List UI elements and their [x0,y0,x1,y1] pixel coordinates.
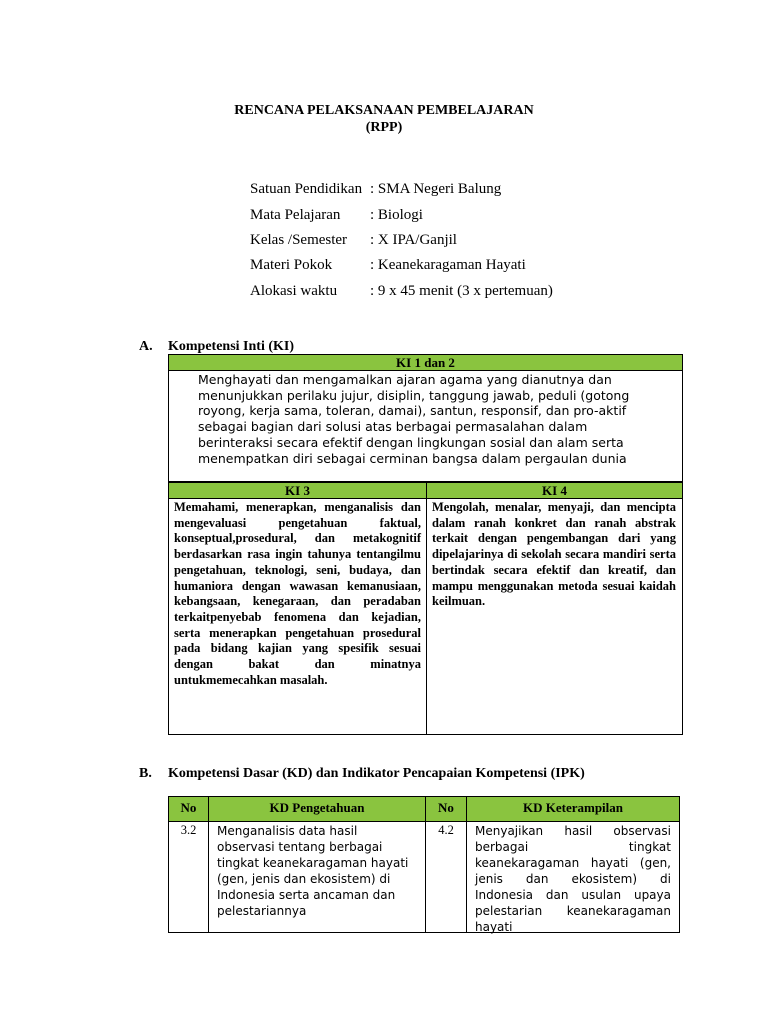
identity-value: : Keanekaragaman Hayati [370,257,526,273]
ki12-text: Menghayati dan mengamalkan ajaran agama yang dianutnya dan menunjukkan perilaku jujur, disiplin, tanggung jawab, peduli (gotong royong, kerja sama, toleran, damai), santun, responsif, dan pro-aktif sebagai bagian dari solusi atas berbagai permasalahan dalam berinteraksi secara efektif dengan lingkungan sosial dan alam serta menempatkan diri sebagai cerminan bangsa dalam pergaulan dunia [198,372,630,466]
ki4-text: Mengolah, menalar, menyaji, dan mencipta dalam ranah konkret dan ranah abstrak terkait dengan pengembangan dari yang dipelajarinya di sekolah secara mandiri serta bertindak secara efektif dan kreatif, dan mampu menggunakan metoda sesuai kaidah keilmuan. [432,500,676,609]
ki12-cell [168,370,683,482]
kd-keterampilan-cell [466,821,680,933]
identity-value: : 9 x 45 menit (3 x pertemuan) [370,283,553,299]
document-subtitle: (RPP) [365,120,403,135]
identity-label: Satuan Pendidikan [250,181,363,197]
section-b-title: Kompetensi Dasar (KD) dan Indikator Pencapaian Kompetensi (IPK) [168,766,585,781]
kd-header-no: No [425,796,467,822]
kd-header-no: No [168,796,209,822]
identity-value: : Biologi [370,207,423,223]
ki3-cell [168,498,427,735]
identity-value: : X IPA/Ganjil [370,232,457,248]
ki4-cell [426,498,683,735]
kd-pengetahuan-body: Menganalisis data hasil observasi tentang berbagai tingkat keanekaragaman hayati (gen, jenis dan ekosistem) di Indonesia serta ancaman dan pelestariannya [217,824,409,918]
identity-label: Kelas /Semester [250,232,348,248]
section-a-title: Kompetensi Inti (KI) [168,339,294,354]
kd-row-no [168,821,209,933]
document-title: RENCANA PELAKSANAAN PEMBELAJARAN [234,103,534,118]
ki3-header: KI 3 [168,482,427,499]
section-a-letter: A. [139,339,153,354]
ki4-header: KI 4 [426,482,683,499]
kd-row-no [425,821,467,933]
kd-pengetahuan-text [217,823,417,919]
kd-keterampilan-text: Menyajikan hasil observasi berbagai tingkat keanekaragaman hayati (gen, jenis dan ekosistem) di Indonesia dan usulan upaya pelestarian keanekaragaman hayati [475,824,671,934]
kd-row-no-text: 3.2 [180,823,197,837]
kd-header-keterampilan: KD Keterampilan [466,796,680,822]
identity-label: Alokasi waktu [250,283,338,299]
ki3-text: Memahami, menerapkan, menganalisis dan mengevaluasi pengetahuan faktual, konseptual,prosedural, dan metakognitif berdasarkan rasa ingin tahunya tentangilmu pengetahuan, teknologi, seni, budaya, dan humaniora dengan wawasan kemanusiaan, kebangsaan, kenegaraan, dan peradaban terkaitpenyebab fenomena dan kejadian, serta menerapkan pengetahuan prosedural pada bidang kajian yang spesifik sesuai dengan bakat dan minatnya untukmemecahkan masalah. [174,500,421,687]
kd-pengetahuan-cell [208,821,426,933]
section-b-letter: B. [139,766,152,781]
kd-row-no-text: 4.2 [438,823,454,837]
ki12-header: KI 1 dan 2 [168,354,683,371]
kd-header-pengetahuan: KD Pengetahuan [208,796,426,822]
identity-value: : SMA Negeri Balung [370,181,502,197]
identity-label: Materi Pokok [250,257,333,273]
identity-label: Mata Pelajaran [250,207,341,223]
